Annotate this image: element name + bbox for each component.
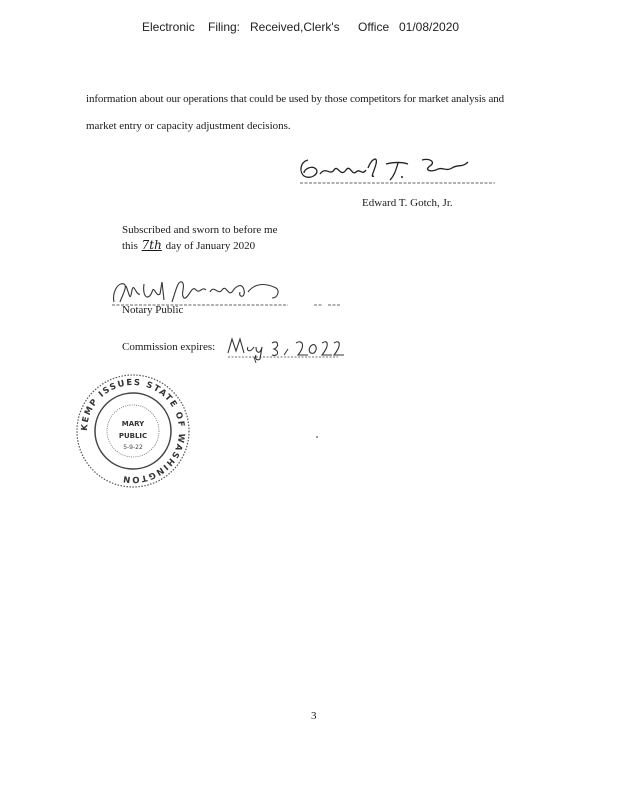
header-part: Filing: bbox=[208, 20, 241, 34]
commission-label: Commission expires: bbox=[122, 341, 216, 353]
paragraph-line: information about our operations that could be used by those competitors for market analysis and bbox=[86, 93, 505, 105]
notary-label: Notary Public bbox=[122, 304, 184, 316]
jurat-suffix: day of January 2020 bbox=[165, 240, 256, 252]
header-part: Office bbox=[358, 20, 390, 34]
notary-seal bbox=[74, 372, 192, 490]
jurat-line: Subscribed and sworn to before me bbox=[122, 224, 278, 236]
seal-inner-date: 5-9-22 bbox=[123, 444, 143, 451]
page-number: 3 bbox=[311, 710, 317, 722]
commission-date-handwritten bbox=[226, 333, 346, 363]
jurat-date-line bbox=[122, 238, 255, 252]
seal-outer-text: KEMP ISSUES STATE OF WASHINGTON bbox=[79, 377, 187, 485]
paragraph-line: market entry or capacity adjustment decisions. bbox=[86, 120, 291, 132]
affiant-signature bbox=[290, 150, 500, 190]
jurat-prefix: this bbox=[122, 240, 138, 252]
header-part: Received,Clerk's bbox=[250, 20, 340, 34]
header-filing-date: 01/08/2020 bbox=[399, 20, 460, 34]
seal-inner-label: PUBLIC bbox=[118, 432, 148, 440]
svg-text:KEMP ISSUES STATE OF WASHINGTO bbox=[80, 378, 186, 484]
filing-header bbox=[0, 20, 618, 40]
jurat-day: 7th bbox=[141, 238, 162, 252]
scan-speck bbox=[316, 436, 318, 438]
header-part: Electronic bbox=[142, 20, 195, 34]
seal-inner-name: MARY bbox=[121, 420, 145, 428]
affiant-name: Edward T. Gotch, Jr. bbox=[362, 197, 453, 209]
